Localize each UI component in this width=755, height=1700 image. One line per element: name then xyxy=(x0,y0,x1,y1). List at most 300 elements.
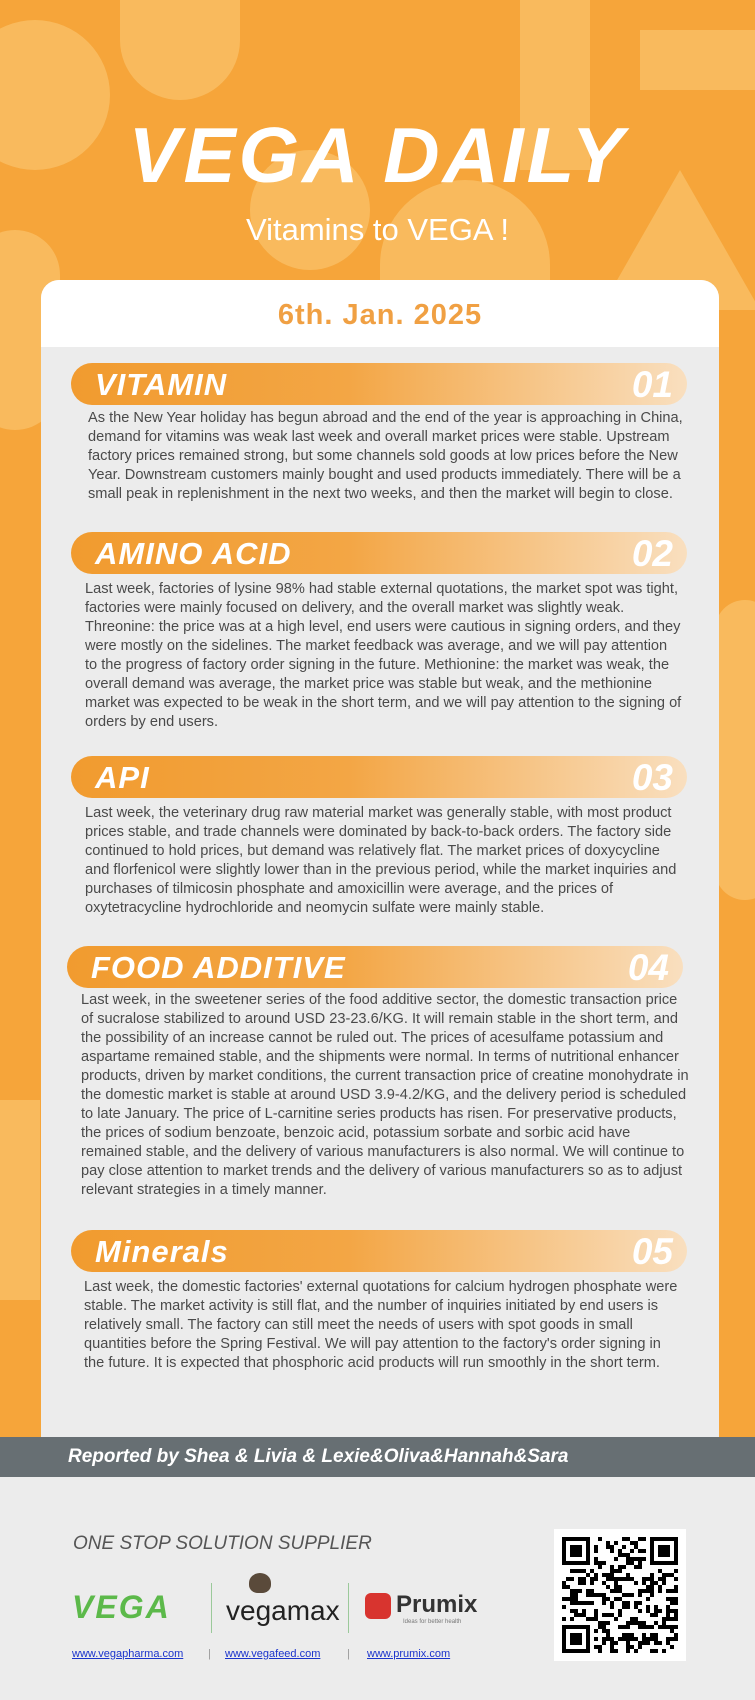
qr-module xyxy=(614,1649,618,1653)
qr-module xyxy=(606,1585,610,1589)
qr-module xyxy=(610,1545,614,1549)
qr-module xyxy=(650,1625,654,1629)
qr-module xyxy=(674,1633,678,1637)
qr-module xyxy=(630,1549,634,1553)
qr-module xyxy=(586,1601,590,1605)
qr-module xyxy=(598,1537,602,1541)
qr-module xyxy=(594,1557,598,1561)
footer-slogan: ONE STOP SOLUTION SUPPLIER xyxy=(73,1533,372,1554)
qr-module xyxy=(654,1637,658,1641)
qr-module xyxy=(674,1601,678,1605)
qr-module xyxy=(674,1569,678,1573)
qr-module xyxy=(618,1637,622,1641)
qr-module xyxy=(630,1541,634,1545)
reporter-bar xyxy=(0,1437,755,1477)
qr-module xyxy=(654,1621,658,1625)
qr-module xyxy=(570,1589,574,1593)
prumix-wordmark: Prumix xyxy=(396,1591,478,1618)
qr-module xyxy=(610,1573,614,1577)
qr-module xyxy=(610,1637,614,1641)
qr-module xyxy=(606,1629,610,1633)
qr-module xyxy=(610,1565,614,1569)
qr-module xyxy=(574,1569,578,1573)
qr-module xyxy=(606,1541,610,1545)
qr-module xyxy=(646,1585,650,1589)
section-number: 05 xyxy=(631,1231,673,1272)
qr-module xyxy=(586,1573,590,1577)
qr-module xyxy=(618,1589,622,1593)
footer xyxy=(0,1477,755,1700)
qr-module xyxy=(638,1593,642,1597)
qr-module xyxy=(626,1605,630,1609)
qr-module xyxy=(594,1577,598,1581)
qr-module xyxy=(670,1589,674,1593)
qr-module xyxy=(574,1593,578,1597)
qr-module xyxy=(610,1589,614,1593)
qr-module xyxy=(606,1637,610,1641)
qr-module xyxy=(658,1585,662,1589)
qr-module xyxy=(622,1545,626,1549)
qr-module xyxy=(618,1565,622,1569)
qr-module xyxy=(630,1621,634,1625)
qr-module xyxy=(594,1549,598,1553)
qr-module xyxy=(618,1569,622,1573)
qr-module xyxy=(614,1581,618,1585)
qr-module xyxy=(598,1645,602,1649)
qr-module xyxy=(638,1537,642,1541)
qr-module xyxy=(590,1589,594,1593)
qr-module xyxy=(626,1645,630,1649)
qr-module xyxy=(638,1549,642,1553)
qr-module xyxy=(658,1577,662,1581)
qr-module xyxy=(610,1613,614,1617)
qr-module xyxy=(646,1637,650,1641)
qr-module xyxy=(650,1593,654,1597)
section-title: Minerals xyxy=(95,1234,229,1269)
qr-module xyxy=(606,1613,610,1617)
qr-module xyxy=(626,1561,630,1565)
qr-module xyxy=(562,1585,566,1589)
qr-module xyxy=(670,1573,674,1577)
qr-module xyxy=(598,1625,602,1629)
prumix-tagline: Ideas for better health xyxy=(403,1619,462,1625)
qr-module xyxy=(666,1597,670,1601)
qr-module xyxy=(614,1557,618,1561)
qr-module xyxy=(642,1633,646,1637)
qr-module xyxy=(610,1569,614,1573)
qr-module xyxy=(666,1589,670,1593)
qr-module xyxy=(634,1605,638,1609)
qr-module xyxy=(598,1649,602,1653)
qr-module xyxy=(674,1589,678,1593)
qr-module xyxy=(650,1613,654,1617)
qr-module xyxy=(634,1557,638,1561)
qr-module xyxy=(590,1617,594,1621)
qr-module xyxy=(622,1565,626,1569)
qr-module xyxy=(626,1553,630,1557)
qr-module xyxy=(570,1577,574,1581)
qr-module xyxy=(578,1613,582,1617)
qr-module xyxy=(598,1621,602,1625)
qr-module xyxy=(594,1545,598,1549)
qr-module xyxy=(606,1545,610,1549)
qr-module xyxy=(670,1637,674,1641)
qr-module xyxy=(658,1589,662,1593)
qr-module xyxy=(634,1621,638,1625)
qr-module xyxy=(666,1609,670,1613)
vegamax-leaf-icon xyxy=(249,1573,271,1593)
qr-module xyxy=(638,1625,642,1629)
qr-module xyxy=(642,1581,646,1585)
qr-module xyxy=(674,1613,678,1617)
qr-module xyxy=(594,1613,598,1617)
link-vegapharma[interactable]: www.vegapharma.com xyxy=(72,1648,184,1660)
qr-module xyxy=(634,1617,638,1621)
report-date: 6th. Jan. 2025 xyxy=(277,299,483,331)
qr-module xyxy=(598,1593,602,1597)
qr-module xyxy=(666,1641,670,1645)
qr-module xyxy=(594,1617,598,1621)
qr-module xyxy=(650,1585,654,1589)
qr-module xyxy=(674,1577,678,1581)
qr-module xyxy=(638,1641,642,1645)
qr-module xyxy=(562,1581,566,1585)
qr-module xyxy=(630,1577,634,1581)
qr-module xyxy=(634,1637,638,1641)
qr-module xyxy=(654,1641,658,1645)
qr-module xyxy=(650,1649,654,1653)
qr-module xyxy=(570,1545,582,1557)
qr-module xyxy=(622,1637,626,1641)
qr-module xyxy=(618,1609,622,1613)
qr-module xyxy=(610,1641,614,1645)
qr-module xyxy=(574,1613,578,1617)
qr-module xyxy=(570,1633,582,1645)
qr-module xyxy=(614,1577,618,1581)
qr-module xyxy=(582,1601,586,1605)
qr-module xyxy=(566,1597,570,1601)
section-number: 02 xyxy=(631,533,673,574)
qr-module xyxy=(574,1589,578,1593)
decor-shape xyxy=(0,1100,40,1300)
qr-module xyxy=(650,1581,654,1585)
qr-module xyxy=(614,1617,618,1621)
qr-module xyxy=(618,1577,622,1581)
qr-module xyxy=(590,1577,594,1581)
qr-module xyxy=(594,1609,598,1613)
section-body-amino-acid: Last week, factories of lysine 98% had stable external quotations, the market spot was tight, factories were mainly focused on delivery, and the overall market was slightly weak. Threonine: the price was at a high level, end users were cautious in signing orders, and they were mostly on the sidelines. The market feedback was average, and we will pay attention to the progress of factory order signing in the future. Methionine: the market was weak, the overall demand was average, the market price was stable but weak, and the methionine market was expected to be weak in the short term, and we will pay attention to the signing of orders by end users. xyxy=(85,581,682,730)
decor-shape xyxy=(120,0,240,100)
link-separator: | xyxy=(208,1648,211,1660)
qr-module xyxy=(670,1645,674,1649)
vegamax-logo-part-a: vega xyxy=(226,1595,287,1626)
qr-module xyxy=(662,1649,666,1653)
qr-module xyxy=(666,1605,670,1609)
section-header-minerals xyxy=(71,1230,687,1272)
qr-module xyxy=(642,1621,646,1625)
vegamax-logo-part-b: max xyxy=(286,1595,340,1626)
qr-module xyxy=(634,1581,638,1585)
qr-module xyxy=(570,1597,574,1601)
qr-module xyxy=(606,1577,610,1581)
qr-module xyxy=(630,1633,634,1637)
qr-module xyxy=(602,1625,606,1629)
section-body-vitamin: As the New Year holiday has begun abroad and the end of the year is approaching in China, demand for vitamins was weak last week and overall market prices were stable. Upstream factory prices remained strong, but some channels sold goods at low prices before the New Year. Downstream customers mainly bought and used products immediately. There will be a small peak in replenishment in the next two weeks, and then the market will begin to close. xyxy=(88,410,683,502)
qr-module xyxy=(646,1609,650,1613)
qr-module xyxy=(638,1589,642,1593)
qr-module xyxy=(578,1577,582,1581)
qr-module xyxy=(650,1637,654,1641)
qr-module xyxy=(610,1649,614,1653)
qr-module xyxy=(614,1569,618,1573)
qr-module xyxy=(582,1581,586,1585)
qr-module xyxy=(602,1613,606,1617)
qr-code-icon xyxy=(554,1529,686,1661)
qr-module xyxy=(602,1629,606,1633)
qr-module xyxy=(606,1633,610,1637)
qr-module xyxy=(638,1601,642,1605)
qr-module xyxy=(658,1609,662,1613)
qr-module xyxy=(630,1561,634,1565)
section-title: AMINO ACID xyxy=(95,536,292,571)
qr-module xyxy=(674,1617,678,1621)
qr-module xyxy=(626,1537,630,1541)
qr-module xyxy=(642,1577,646,1581)
qr-module xyxy=(610,1577,614,1581)
qr-module xyxy=(594,1637,598,1641)
qr-module xyxy=(654,1649,658,1653)
logo-divider xyxy=(348,1583,349,1633)
qr-module xyxy=(658,1625,662,1629)
qr-module xyxy=(610,1605,614,1609)
qr-module xyxy=(614,1597,618,1601)
qr-module xyxy=(654,1633,658,1637)
qr-module xyxy=(654,1613,658,1617)
qr-module xyxy=(618,1585,622,1589)
qr-module xyxy=(650,1633,654,1637)
qr-module xyxy=(582,1569,586,1573)
qr-module xyxy=(578,1569,582,1573)
section-title: VITAMIN xyxy=(95,367,228,402)
section-number: 04 xyxy=(627,947,669,988)
qr-module xyxy=(602,1597,606,1601)
qr-module xyxy=(662,1577,666,1581)
qr-module xyxy=(658,1545,670,1557)
qr-module xyxy=(662,1573,666,1577)
qr-module xyxy=(618,1625,622,1629)
qr-module xyxy=(618,1613,622,1617)
qr-module xyxy=(650,1589,654,1593)
qr-module xyxy=(638,1621,642,1625)
page-title: VEGA DAILY xyxy=(128,111,627,199)
qr-module xyxy=(674,1637,678,1641)
qr-module xyxy=(586,1589,590,1593)
qr-module xyxy=(634,1649,638,1653)
qr-module xyxy=(634,1601,638,1605)
qr-module xyxy=(646,1589,650,1593)
qr-module xyxy=(642,1625,646,1629)
qr-module xyxy=(602,1573,606,1577)
qr-module xyxy=(594,1645,598,1649)
section-body-minerals: Last week, the domestic factories' external quotations for calcium hydrogen phosphate were stable. The market activity is still flat, and the number of inquiries initiated by end users is relatively small. The factory can still meet the needs of users with spot goods in small quantities before the Spring Festival. We will pay attention to the factory's order signing in the future. It is expected that phosphoric acid products will run smoothly in the short term. xyxy=(84,1279,678,1371)
qr-module xyxy=(646,1605,650,1609)
qr-module xyxy=(570,1609,574,1613)
qr-module xyxy=(666,1617,670,1621)
qr-module xyxy=(566,1585,570,1589)
qr-module xyxy=(626,1601,630,1605)
qr-module xyxy=(642,1537,646,1541)
qr-module xyxy=(670,1597,674,1601)
link-prumix[interactable]: www.prumix.com xyxy=(367,1648,451,1660)
qr-module xyxy=(622,1593,626,1597)
qr-module xyxy=(610,1645,614,1649)
qr-module xyxy=(602,1601,606,1605)
qr-module xyxy=(614,1585,618,1589)
section-body-food-additive: Last week, in the sweetener series of the food additive sector, the domestic transaction price of sucralose stabilized to around USD 23-23.6/KG. It will remain stable in the short term, and the possibility of an increase cannot be ruled out. The prices of acesulfame potassium and aspartame remained stable, and the shipments were normal. In terms of nutritional enhancer products, driven by market conditions, the current transaction price of creatine monohydrate in the domestic market is stable at around USD 3.9-4.2/KG, and the delivery period is scheduled to late January. The price of L-carnitine series products has risen. For preservative products, the prices of sodium benzoate, benzoic acid, potassium sorbate and sorbic acid have remained stable, and the delivery of various manufacturers is also normal. We will continue to pay close attention to market trends and the delivery of various manufacturers so as to adjust relevant strategies in a timely manner. xyxy=(81,992,689,1198)
decor-shape xyxy=(715,600,755,900)
link-separator: | xyxy=(347,1648,350,1660)
qr-module xyxy=(570,1617,574,1621)
section-header-food-additive xyxy=(67,946,683,988)
qr-module xyxy=(642,1557,646,1561)
qr-module xyxy=(674,1597,678,1601)
link-vegafeed[interactable]: www.vegafeed.com xyxy=(225,1648,321,1660)
qr-module xyxy=(638,1609,642,1613)
qr-module xyxy=(622,1605,626,1609)
qr-module xyxy=(602,1593,606,1597)
qr-module xyxy=(670,1629,674,1633)
report-card xyxy=(41,280,719,1437)
qr-module xyxy=(570,1593,574,1597)
qr-module xyxy=(666,1637,670,1641)
qr-module xyxy=(626,1621,630,1625)
qr-module xyxy=(654,1581,658,1585)
qr-module xyxy=(654,1609,658,1613)
qr-module xyxy=(614,1541,618,1545)
qr-module xyxy=(630,1593,634,1597)
qr-module xyxy=(602,1581,606,1585)
qr-module xyxy=(582,1613,586,1617)
qr-module xyxy=(654,1605,658,1609)
qr-module xyxy=(586,1593,590,1597)
logo-divider xyxy=(211,1583,212,1633)
qr-module xyxy=(626,1577,630,1581)
qr-module xyxy=(666,1625,670,1629)
qr-module xyxy=(622,1553,626,1557)
qr-code-graphic xyxy=(562,1537,678,1653)
qr-module xyxy=(602,1637,606,1641)
qr-module xyxy=(618,1549,622,1553)
qr-module xyxy=(642,1641,646,1645)
qr-module xyxy=(566,1577,570,1581)
section-header-vitamin xyxy=(71,363,687,405)
qr-module xyxy=(630,1557,634,1561)
qr-module xyxy=(642,1589,646,1593)
qr-module xyxy=(662,1621,666,1625)
qr-module xyxy=(618,1553,622,1557)
qr-module xyxy=(634,1541,638,1545)
qr-module xyxy=(598,1561,602,1565)
qr-module xyxy=(634,1545,638,1549)
qr-module xyxy=(578,1581,582,1585)
decor-shape xyxy=(640,30,755,90)
qr-module xyxy=(670,1601,674,1605)
qr-module xyxy=(630,1645,634,1649)
qr-module xyxy=(650,1573,654,1577)
qr-module xyxy=(594,1629,598,1633)
qr-module xyxy=(638,1565,642,1569)
prumix-mark-icon xyxy=(365,1593,391,1619)
qr-module xyxy=(570,1569,574,1573)
qr-module xyxy=(626,1593,630,1597)
qr-module xyxy=(622,1577,626,1581)
section-title: FOOD ADDITIVE xyxy=(91,950,346,985)
qr-module xyxy=(650,1577,654,1581)
qr-module xyxy=(674,1585,678,1589)
qr-module xyxy=(622,1633,626,1637)
qr-module xyxy=(662,1617,666,1621)
qr-module xyxy=(666,1573,670,1577)
qr-module xyxy=(598,1565,602,1569)
qr-module xyxy=(634,1565,638,1569)
qr-module xyxy=(614,1589,618,1593)
qr-module xyxy=(562,1617,566,1621)
qr-module xyxy=(586,1617,590,1621)
qr-module xyxy=(670,1617,674,1621)
qr-module xyxy=(562,1605,566,1609)
qr-module xyxy=(630,1617,634,1621)
qr-module xyxy=(670,1609,674,1613)
qr-module xyxy=(646,1577,650,1581)
qr-module xyxy=(662,1581,666,1585)
qr-module xyxy=(562,1597,566,1601)
qr-module xyxy=(646,1597,650,1601)
qr-module xyxy=(602,1621,606,1625)
qr-module xyxy=(626,1557,630,1561)
qr-module xyxy=(622,1625,626,1629)
qr-module xyxy=(642,1549,646,1553)
section-title: API xyxy=(95,760,150,795)
qr-module xyxy=(626,1637,630,1641)
qr-module xyxy=(630,1637,634,1641)
qr-module xyxy=(658,1641,662,1645)
qr-module xyxy=(582,1577,586,1581)
vega-logo: VEGA xyxy=(72,1589,171,1625)
qr-module xyxy=(642,1637,646,1641)
qr-module xyxy=(622,1537,626,1541)
qr-module xyxy=(638,1561,642,1565)
qr-module xyxy=(594,1573,598,1577)
qr-module xyxy=(626,1625,630,1629)
qr-module xyxy=(602,1641,606,1645)
section-number: 01 xyxy=(631,364,673,405)
section-header-api xyxy=(71,756,687,798)
qr-module xyxy=(602,1561,606,1565)
section-body-api: Last week, the veterinary drug raw material market was generally stable, with most product prices stable, and trade channels were dominated by back-to-back orders. The factory side continued to hold prices, but demand was relatively flat. The market prices of doxycycline and florfenicol were slightly lower than in the previous period, while the market inquiries and purchases of tilmicosin phosphate and amoxicillin were average, and the prices of oxytetracycline hydrochloride and neomycin sulfate were mainly stable. xyxy=(85,805,677,916)
qr-module xyxy=(626,1649,630,1653)
qr-module xyxy=(638,1557,642,1561)
page-subtitle: Vitamins to VEGA ! xyxy=(245,212,510,247)
qr-module xyxy=(666,1613,670,1617)
qr-module xyxy=(658,1569,662,1573)
qr-module xyxy=(590,1593,594,1597)
qr-module xyxy=(646,1625,650,1629)
qr-module xyxy=(574,1597,578,1601)
qr-module xyxy=(606,1621,610,1625)
section-number: 03 xyxy=(631,757,673,798)
reporter-credits: Reported by Shea & Livia & Lexie&Oliva&Hannah&Sara xyxy=(68,1446,569,1467)
qr-module xyxy=(646,1641,650,1645)
